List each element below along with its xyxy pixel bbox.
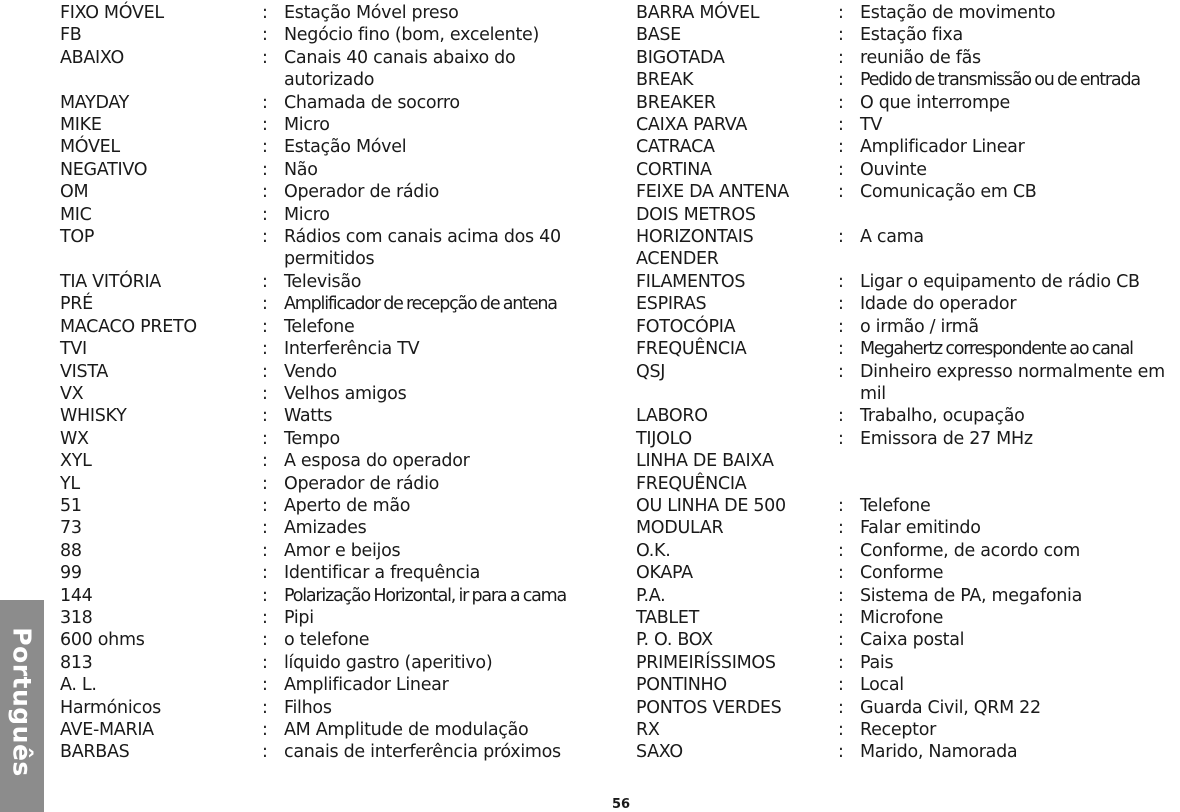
glossary-right-column (636, 2, 1178, 764)
glossary-definition: Pipi (284, 607, 314, 628)
glossary-definition: Estação de movimento (860, 3, 1056, 23)
glossary-entry (60, 293, 612, 315)
glossary-definition: TV (860, 115, 883, 136)
glossary-definition (860, 450, 1178, 472)
glossary-separator: : (262, 697, 268, 718)
glossary-separator: : (262, 540, 268, 561)
glossary-term: FILAMENTOS (636, 271, 746, 292)
glossary-separator: : (262, 585, 268, 606)
glossary-definition: Amplificador Linear (284, 675, 449, 696)
glossary-separator: : (838, 675, 844, 696)
glossary-separator: : (838, 3, 844, 23)
glossary-definition: Canais 40 canais abaixo do autorizado (284, 47, 516, 91)
glossary-definition: Amplificador Linear (860, 137, 1025, 158)
glossary-definition: Pais (860, 652, 894, 673)
glossary-definition (860, 204, 1178, 226)
glossary-separator: : (262, 406, 268, 427)
glossary-separator (838, 248, 860, 270)
glossary-term: MACACO PRETO (60, 316, 197, 337)
glossary-separator: : (838, 406, 844, 427)
glossary-separator (838, 450, 860, 472)
glossary-definition: O que interrompe (860, 92, 1010, 113)
glossary-term: Harmónicos (60, 697, 161, 718)
glossary-term: 813 (60, 652, 93, 673)
glossary-term: DOIS METROS (636, 204, 756, 225)
glossary-term: BARRA MÓVEL (636, 3, 760, 23)
glossary-entry (60, 226, 612, 271)
glossary-entry (60, 159, 612, 181)
glossary-entry (60, 674, 612, 696)
glossary-definition: Estação Móvel (284, 137, 407, 158)
glossary-term: 99 (60, 563, 82, 584)
glossary-separator: : (838, 271, 844, 292)
glossary-definition: Amor e beijos (284, 540, 401, 561)
glossary-entry (60, 47, 612, 92)
glossary-entry (636, 674, 1178, 696)
glossary-separator: : (838, 70, 844, 91)
glossary-entry (60, 629, 612, 651)
glossary-entry (60, 697, 612, 719)
glossary-separator: : (262, 451, 268, 472)
glossary-entry (636, 226, 1178, 248)
glossary-separator: : (838, 25, 844, 46)
glossary-term: O.K. (636, 540, 671, 561)
glossary-separator: : (838, 92, 844, 113)
glossary-term: MIKE (60, 115, 102, 136)
glossary-entry (636, 629, 1178, 651)
glossary-definition: Estação fixa (860, 25, 963, 46)
glossary-separator: : (838, 182, 844, 203)
glossary-entry (60, 383, 612, 405)
glossary-definition: Televisão (284, 271, 362, 292)
glossary-separator: : (262, 115, 268, 136)
glossary-separator: : (262, 159, 268, 180)
glossary-term: MÓVEL (60, 137, 120, 158)
glossary-definition: Rádios com canais acima dos 40 permitidos (284, 227, 561, 270)
glossary-term: FB (60, 25, 82, 46)
glossary-separator: : (262, 518, 268, 539)
glossary-entry (60, 405, 612, 427)
glossary-separator: : (262, 428, 268, 449)
glossary-term: FREQUÊNCIA (636, 473, 747, 494)
glossary-definition: Chamada de socorro (284, 92, 460, 113)
glossary-separator: : (262, 361, 268, 382)
glossary-definition: Emissora de 27 MHz (860, 428, 1033, 449)
glossary-term: MIC (60, 204, 92, 225)
glossary-entry (60, 719, 612, 741)
glossary-term: WHISKY (60, 406, 127, 427)
glossary-separator: : (838, 742, 844, 763)
glossary-definition: o irmão / irmã (860, 316, 979, 337)
glossary-separator: : (838, 361, 844, 382)
glossary-definition: Watts (284, 406, 333, 427)
glossary-term: BARBAS (60, 742, 130, 763)
glossary-entry (636, 2, 1178, 24)
glossary-term: CORTINA (636, 159, 712, 180)
glossary-separator: : (262, 25, 268, 46)
glossary-term: WX (60, 428, 89, 449)
glossary-definition: Trabalho, ocupação (860, 406, 1025, 427)
glossary-separator: : (262, 204, 268, 225)
glossary-definition: Ligar o equipamento de rádio CB (860, 271, 1140, 292)
glossary-term: A. L. (60, 675, 97, 696)
glossary-term: MODULAR (636, 518, 724, 539)
glossary-separator: : (838, 607, 844, 628)
glossary-definition: Sistema de PA, megafonia (860, 585, 1083, 606)
glossary-definition: Conforme, de acordo com (860, 540, 1080, 561)
glossary-definition: Dinheiro expresso normalmente em mil (860, 361, 1165, 404)
glossary-definition: Microfone (860, 607, 944, 628)
glossary-separator (838, 473, 860, 495)
glossary-entry (60, 204, 612, 226)
glossary-term: QSJ (636, 361, 666, 382)
glossary-entry (636, 719, 1178, 741)
glossary-separator: : (838, 159, 844, 180)
glossary-entry (60, 24, 612, 46)
glossary-entry (636, 361, 1178, 406)
glossary-entry (60, 181, 612, 203)
glossary-term: BREAKER (636, 92, 716, 113)
glossary-entry (636, 405, 1178, 427)
glossary-definition: canais de interferência próximos (284, 742, 561, 763)
glossary-entry (60, 652, 612, 674)
glossary-separator: : (838, 227, 844, 248)
glossary-separator: : (262, 92, 268, 113)
glossary-entry (636, 652, 1178, 674)
glossary-separator: : (838, 697, 844, 718)
glossary-separator: : (838, 495, 844, 516)
glossary-entry (636, 271, 1178, 293)
glossary-definition (860, 248, 1178, 270)
glossary-term: OKAPA (636, 563, 693, 584)
glossary-entry (60, 741, 612, 763)
glossary-separator: : (262, 720, 268, 740)
glossary-term: TIA VITÓRIA (60, 271, 161, 292)
glossary-term: AVE-MARIA (60, 720, 154, 740)
glossary-entry (636, 562, 1178, 584)
glossary-separator: : (262, 227, 268, 248)
glossary-term: ACENDER (636, 249, 719, 270)
glossary-entry (636, 24, 1178, 46)
glossary-entry (60, 495, 612, 517)
glossary-entry (636, 450, 1178, 472)
glossary-separator: : (262, 182, 268, 203)
glossary-entry (636, 92, 1178, 114)
glossary-term: HORIZONTAIS (636, 227, 754, 248)
glossary-term: YL (60, 473, 80, 494)
glossary-term: P.A. (636, 585, 666, 606)
glossary-entry (60, 562, 612, 584)
glossary-separator: : (838, 137, 844, 158)
glossary-definition: Operador de rádio (284, 182, 440, 203)
glossary-separator: : (838, 585, 844, 606)
glossary-definition: Ouvinte (860, 159, 927, 180)
glossary-separator: : (262, 339, 268, 360)
glossary-term: TVI (60, 339, 87, 360)
glossary-definition: Amizades (284, 518, 367, 539)
glossary-separator: : (838, 428, 844, 449)
glossary-term: FIXO MÓVEL (60, 3, 164, 23)
glossary-term: 600 ohms (60, 630, 145, 651)
glossary-entry (636, 47, 1178, 69)
glossary-definition: Guarda Civil, QRM 22 (860, 697, 1041, 718)
glossary-term: 51 (60, 495, 82, 516)
glossary-entry (636, 517, 1178, 539)
glossary-term: ABAIXO (60, 47, 124, 68)
glossary-definition: Telefone (284, 316, 355, 337)
glossary-separator: : (262, 137, 268, 158)
glossary-definition: A esposa do operador (284, 451, 470, 472)
glossary-entry (636, 69, 1178, 91)
glossary-term: FEIXE DA ANTENA (636, 182, 789, 203)
glossary-separator: : (262, 271, 268, 292)
glossary-entry (60, 114, 612, 136)
glossary-entry (60, 316, 612, 338)
glossary-term: NEGATIVO (60, 159, 148, 180)
glossary-definition: Não (284, 159, 318, 180)
glossary-entry (636, 316, 1178, 338)
glossary-term: 88 (60, 540, 82, 561)
glossary-entry (636, 428, 1178, 450)
glossary-definition: Conforme (860, 563, 944, 584)
glossary-definition: Velhos amigos (284, 383, 407, 404)
glossary-separator: : (262, 675, 268, 696)
glossary-definition: Operador de rádio (284, 473, 440, 494)
glossary-term: MAYDAY (60, 92, 130, 113)
glossary-term: 73 (60, 518, 82, 539)
glossary-definition: Identificar a frequência (284, 563, 481, 584)
glossary-term: VISTA (60, 361, 109, 382)
glossary-definition: Receptor (860, 720, 936, 740)
glossary-separator: : (838, 652, 844, 673)
glossary-term: BREAK (636, 70, 694, 91)
glossary-separator: : (262, 383, 268, 404)
glossary-separator: : (262, 3, 268, 23)
glossary-entry (60, 607, 612, 629)
glossary-term: TOP (60, 227, 95, 248)
glossary-definition: Tempo (284, 428, 340, 449)
glossary-term: RX (636, 720, 660, 740)
glossary-term: PONTOS VERDES (636, 697, 782, 718)
glossary-term: 318 (60, 607, 93, 628)
glossary-separator (838, 204, 860, 226)
language-tab-label: Português (7, 627, 37, 777)
glossary-definition: Polarização Horizontal, ir para a cama (284, 585, 567, 606)
glossary-separator: : (262, 473, 268, 494)
glossary-entry (636, 338, 1178, 360)
glossary-entry (60, 450, 612, 472)
page-number: 56 (611, 797, 631, 812)
glossary-definition: Filhos (284, 697, 332, 718)
glossary-entry (636, 585, 1178, 607)
glossary-term: PONTINHO (636, 675, 727, 696)
glossary-term: VX (60, 383, 84, 404)
glossary-entry (636, 293, 1178, 315)
glossary-entry (636, 136, 1178, 158)
glossary-separator: : (262, 294, 268, 315)
glossary-definition: Amplificador de recepção de antena (284, 294, 557, 315)
glossary-separator: : (262, 47, 268, 68)
glossary-term: SAXO (636, 742, 683, 763)
glossary-entry (636, 495, 1178, 517)
glossary-definition: A cama (860, 227, 924, 248)
glossary-term: FREQUÊNCIA (636, 339, 747, 360)
glossary-term: OM (60, 182, 89, 203)
glossary-term: P. O. BOX (636, 630, 713, 651)
glossary-entry (636, 607, 1178, 629)
glossary-separator: : (262, 316, 268, 337)
glossary-entry (60, 473, 612, 495)
glossary-term: CAIXA PARVA (636, 115, 748, 136)
glossary-entry (60, 517, 612, 539)
glossary-separator: : (838, 540, 844, 561)
glossary-separator: : (262, 652, 268, 673)
glossary-definition: Caixa postal (860, 630, 965, 651)
glossary-definition: reunião de fãs (860, 47, 981, 68)
glossary-entry (636, 741, 1178, 763)
glossary-definition: Negócio fino (bom, excelente) (284, 25, 539, 46)
glossary-term: CATRACA (636, 137, 715, 158)
glossary-separator: : (838, 563, 844, 584)
glossary-entry (636, 473, 1178, 495)
glossary-definition: Marido, Namorada (860, 742, 1018, 763)
glossary-separator: : (262, 495, 268, 516)
glossary-term: BASE (636, 25, 681, 46)
glossary-separator: : (262, 742, 268, 763)
glossary-separator: : (838, 294, 844, 315)
glossary-definition (860, 473, 1178, 495)
glossary-term: ESPIRAS (636, 294, 707, 315)
glossary-definition: Megahertz correspondente ao canal (860, 339, 1133, 360)
glossary-term: OU LINHA DE 500 (636, 495, 786, 516)
glossary-term: PRÉ (60, 294, 93, 315)
glossary-separator: : (838, 339, 844, 360)
glossary-entry (636, 697, 1178, 719)
glossary-separator: : (262, 607, 268, 628)
glossary-left-column (60, 2, 612, 764)
glossary-entry (60, 428, 612, 450)
glossary-definition: Telefone (860, 495, 931, 516)
glossary-entry (60, 92, 612, 114)
glossary-separator: : (838, 720, 844, 740)
glossary-entry (636, 248, 1178, 270)
glossary-entry (60, 2, 612, 24)
glossary-term: 144 (60, 585, 93, 606)
glossary-definition: Falar emitindo (860, 518, 981, 539)
glossary-entry (636, 114, 1178, 136)
glossary-definition: líquido gastro (aperitivo) (284, 652, 493, 673)
glossary-definition: Comunicação em CB (860, 182, 1037, 203)
glossary-definition: Micro (284, 204, 330, 225)
glossary-definition: Interferência TV (284, 339, 420, 360)
glossary-entry (60, 540, 612, 562)
glossary-entry (60, 361, 612, 383)
glossary-term: XYL (60, 451, 92, 472)
glossary-separator: : (262, 630, 268, 651)
glossary-definition: o telefone (284, 630, 370, 651)
glossary-term: TABLET (636, 607, 700, 628)
glossary-entry (636, 204, 1178, 226)
glossary-entry (60, 136, 612, 158)
glossary-separator: : (838, 630, 844, 651)
glossary-entry (636, 159, 1178, 181)
glossary-separator: : (262, 563, 268, 584)
glossary-term: FOTOCÓPIA (636, 316, 736, 337)
glossary-definition: Micro (284, 115, 330, 136)
glossary-term: LABORO (636, 406, 708, 427)
glossary-definition: Estação Móvel preso (284, 3, 459, 23)
glossary-entry (60, 585, 612, 607)
glossary-definition: Idade do operador (860, 294, 1017, 315)
glossary-definition: Local (860, 675, 904, 696)
glossary-definition: Aperto de mão (284, 495, 411, 516)
glossary-definition: Vendo (284, 361, 337, 382)
glossary-entry (636, 181, 1178, 203)
glossary-definition: Pedido de transmissão ou de entrada (860, 70, 1140, 91)
glossary-term: PRIMEIRÍSSIMOS (636, 652, 776, 673)
glossary-definition: AM Amplitude de modulação (284, 720, 529, 740)
glossary-term: BIGOTADA (636, 47, 725, 68)
glossary-term: TIJOLO (636, 428, 692, 449)
glossary-entry (636, 540, 1178, 562)
glossary-term: LINHA DE BAIXA (636, 451, 774, 472)
glossary-entry (60, 271, 612, 293)
glossary-separator: : (838, 316, 844, 337)
glossary-separator: : (838, 518, 844, 539)
glossary-entry (60, 338, 612, 360)
glossary-separator: : (838, 47, 844, 68)
glossary-separator: : (838, 115, 844, 136)
